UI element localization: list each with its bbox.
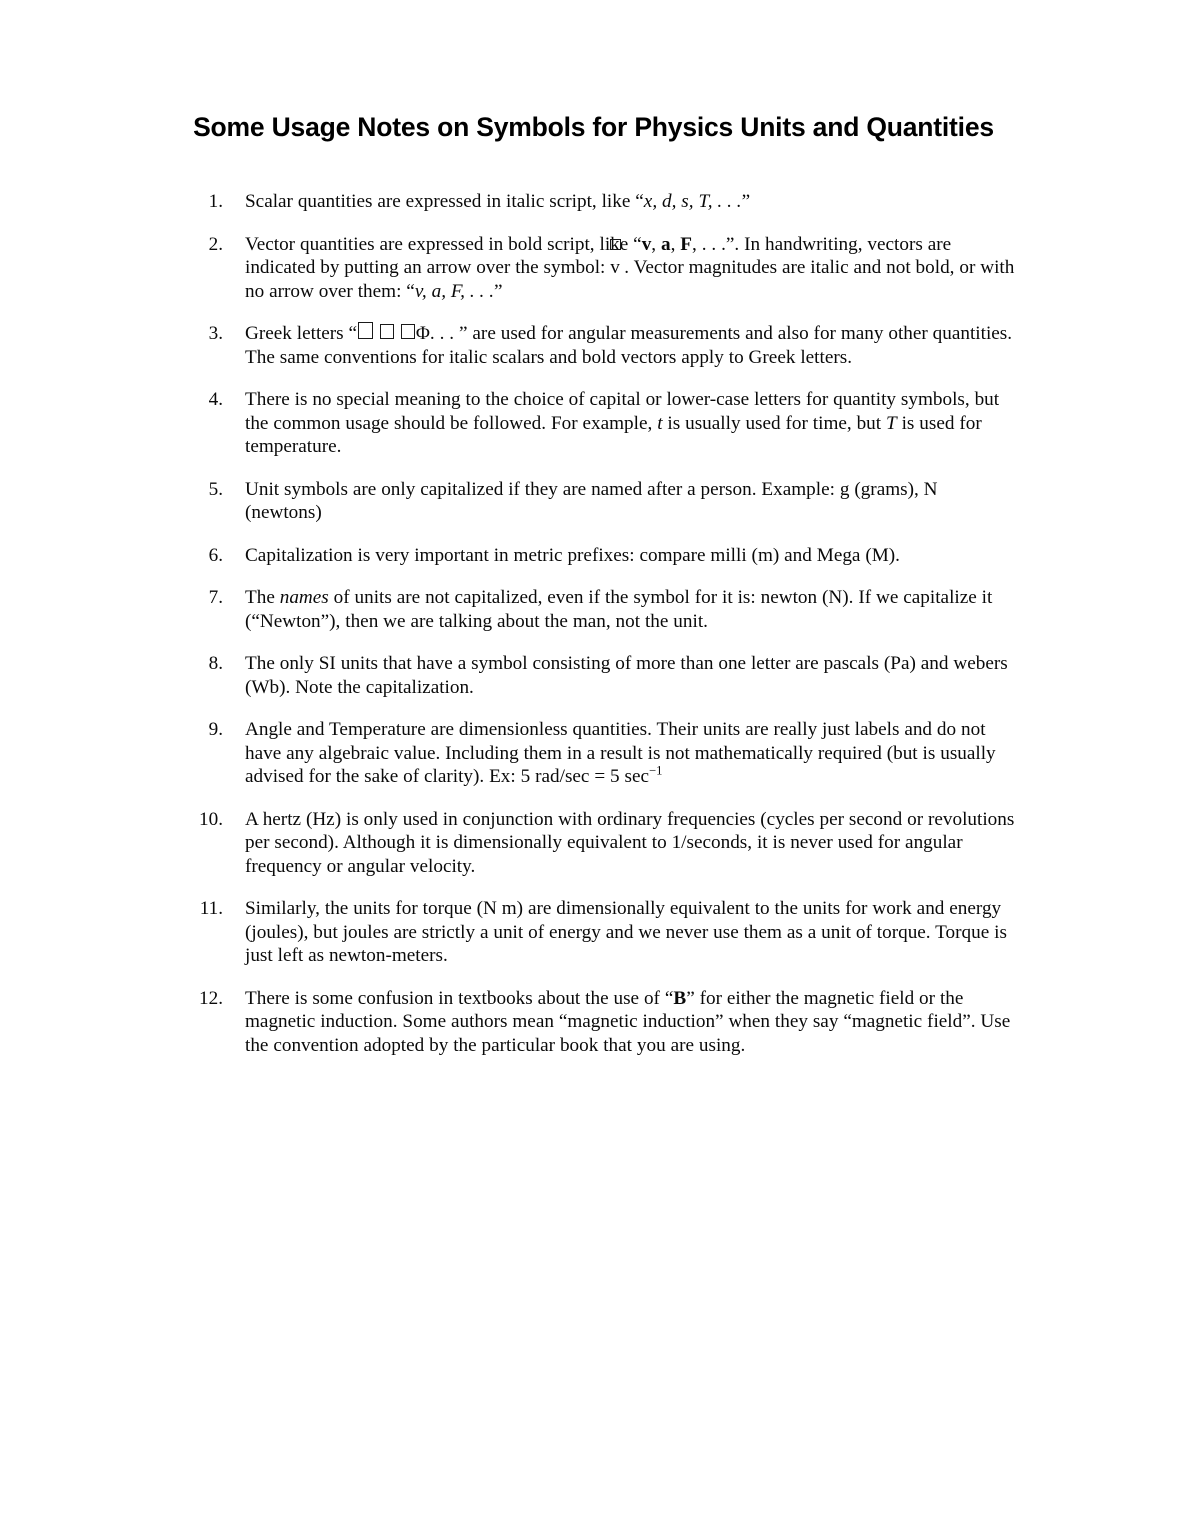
list-item-text bbox=[223, 808, 1015, 879]
list-item bbox=[170, 897, 1015, 968]
list-item-text bbox=[223, 897, 1015, 968]
list-item-number: 2. bbox=[208, 233, 223, 255]
list-item-text bbox=[223, 652, 1015, 699]
note-text-run: Greek letters “ bbox=[245, 323, 358, 345]
bold-vector-symbol: B bbox=[673, 987, 687, 1009]
list-item-text bbox=[223, 190, 1015, 214]
note-text-run: A hertz (Hz) is only used in conjunction with ordinary frequencies (cycles per second or revolutions per second). Although it is dimensionally equivalent to 1/seconds, it is never used for angular frequency or angular velocity. bbox=[245, 808, 1015, 877]
missing-glyph-box-icon bbox=[358, 322, 373, 339]
italic-symbol-text: names bbox=[279, 587, 329, 609]
note-text-run: , bbox=[670, 233, 681, 255]
vector-arrow-accent-symbol bbox=[610, 256, 624, 280]
list-item-text bbox=[223, 586, 1015, 633]
list-item bbox=[170, 322, 1015, 369]
list-item bbox=[170, 718, 1015, 789]
note-text-run: The only SI units that have a symbol consisting of more than one letter are pascals (Pa) and webers (Wb). Note the capitalization. bbox=[245, 653, 1008, 698]
note-text-run bbox=[395, 323, 400, 344]
bold-vector-symbol: v bbox=[641, 233, 652, 255]
list-item bbox=[170, 233, 1015, 304]
list-item bbox=[170, 652, 1015, 699]
note-text-run: Vector quantities are expressed in bold script, like “ bbox=[245, 233, 642, 255]
list-item bbox=[170, 544, 1015, 568]
italic-symbol-text: x, d, s, T, . . . bbox=[643, 191, 742, 212]
note-text-run: There is no special meaning to the choice of capital or lower-case letters for quantity symbols, but the common usage should be followed. For example, bbox=[245, 389, 1000, 434]
note-text-run: Φ. . . ” are used for angular measurements and also for many other quantities. The same conventions for italic scalars and bold vectors apply to Greek letters. bbox=[245, 323, 1013, 368]
page-title: Some Usage Notes on Symbols for Physics Units and Quantities bbox=[193, 112, 994, 142]
note-text-run: The bbox=[245, 587, 280, 609]
bold-vector-symbol: F bbox=[680, 233, 693, 255]
list-item-number: 5. bbox=[208, 478, 223, 500]
list-item-number: 4. bbox=[208, 389, 223, 411]
note-text-run: There is some confusion in textbooks about the use of “ bbox=[245, 987, 674, 1009]
note-text-run: ” for either the magnetic field or the magnetic induction. Some authors mean “magnetic induction” when they say “magnetic field”. Use the convention adopted by the particular book that you are using. bbox=[245, 987, 1011, 1056]
note-text-run: Angle and Temperature are dimensionless quantities. Their units are really just labels and do not have any algebraic value. Including them in a result is not mathematically required (but is usually advised for the sake of clarity). Ex: 5 rad/sec = 5 sec bbox=[245, 719, 996, 788]
note-text-run: Scalar quantities are expressed in italic script, like “ bbox=[245, 191, 644, 212]
note-text-run: ” bbox=[494, 280, 503, 302]
list-item-number: 6. bbox=[208, 544, 223, 566]
list-item bbox=[170, 586, 1015, 633]
note-text-run: , bbox=[651, 233, 661, 255]
note-text-run: , . . .”. In handwriting, vectors are indicated by putting an arrow over the symbol: bbox=[245, 233, 952, 279]
list-item-number: 3. bbox=[208, 323, 223, 345]
bold-vector-symbol: a bbox=[660, 233, 671, 255]
note-text-run: Similarly, the units for torque (N m) are dimensionally equivalent to the units for work and energy (joules), but joules are strictly a unit of energy and we never use them as a unit of torque. Torque is just left as newton-meters. bbox=[245, 898, 1007, 967]
note-text-run: . Vector magnitudes are italic and not bold, or with no arrow over them: “ bbox=[245, 257, 1015, 302]
italic-symbol-text: v, a, F, . . . bbox=[414, 280, 495, 302]
vector-symbol-letter: v bbox=[610, 257, 620, 279]
note-text-run: is usually used for time, but bbox=[662, 412, 886, 434]
missing-glyph-box-icon bbox=[380, 324, 394, 339]
italic-symbol-text: t bbox=[657, 412, 663, 434]
list-item-text bbox=[223, 233, 1015, 304]
note-text-run: Unit symbols are only capitalized if they are named after a person. Example: g (grams), N (newtons) bbox=[245, 478, 938, 524]
list-item-number: 1. bbox=[208, 191, 223, 212]
list-item-number: 9. bbox=[208, 719, 223, 741]
list-item-text bbox=[223, 388, 1015, 459]
missing-glyph-box-icon bbox=[401, 324, 415, 339]
missing-arrow-glyph-box-icon bbox=[610, 239, 621, 250]
list-item bbox=[170, 388, 1015, 459]
note-text-run: of units are not capitalized, even if the symbol for it is: newton (N). If we capitalize it (“Newton”), then we are talking about the man, not the unit. bbox=[245, 587, 993, 632]
list-item-text bbox=[223, 718, 1015, 789]
exponent-superscript: −1 bbox=[649, 763, 663, 778]
list-item bbox=[170, 190, 1015, 214]
note-text-run: is used for temperature. bbox=[245, 412, 982, 458]
list-item-text bbox=[223, 322, 1015, 369]
list-item bbox=[170, 808, 1015, 879]
list-item bbox=[170, 987, 1015, 1058]
list-item-number: 12. bbox=[199, 987, 223, 1009]
list-item-text bbox=[223, 478, 1015, 525]
italic-symbol-text: T bbox=[886, 412, 897, 434]
note-text-run: Capitalization is very important in metric prefixes: compare milli (m) and Mega (M). bbox=[245, 544, 900, 566]
note-text-run bbox=[374, 323, 379, 344]
usage-notes-list bbox=[170, 190, 1015, 1076]
list-item bbox=[170, 478, 1015, 525]
list-item-number: 8. bbox=[208, 653, 223, 675]
list-item-text bbox=[223, 987, 1015, 1058]
list-item-number: 7. bbox=[208, 587, 223, 609]
list-item-number: 11. bbox=[199, 898, 223, 920]
list-item-text bbox=[223, 544, 1015, 568]
note-text-run: ” bbox=[741, 191, 751, 212]
list-item-number: 10. bbox=[199, 808, 223, 830]
